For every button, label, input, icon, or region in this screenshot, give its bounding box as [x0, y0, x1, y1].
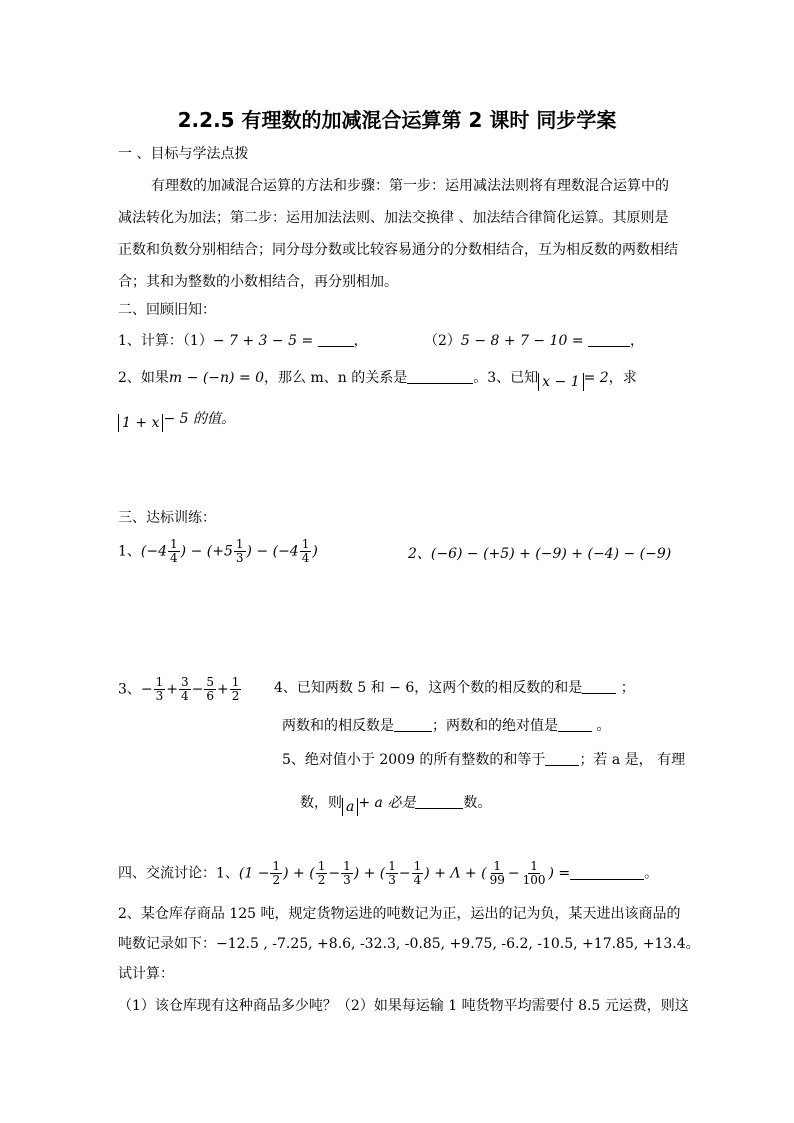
fraction	[412, 860, 424, 887]
practice-q4-line2	[282, 716, 610, 736]
fraction	[488, 860, 507, 887]
answer-blank[interactable]	[415, 794, 463, 809]
denominator: 4	[181, 689, 189, 703]
practice-q3	[118, 676, 242, 703]
section1-heading: 一 、目标与学法点拨	[118, 146, 249, 162]
semicolon: ；	[620, 680, 635, 696]
numerator: 1	[413, 859, 422, 873]
discussion-q1	[118, 860, 658, 887]
review-q1-expr1: − 7 + 3 − 5 =	[212, 333, 314, 349]
review-q1-part2	[424, 331, 644, 351]
fraction	[204, 676, 216, 703]
numerator: 5	[206, 675, 215, 689]
practice-q2: 2、(−6) − (+5) + (−9) + (−4) − (−9)	[408, 546, 672, 562]
fraction	[341, 860, 353, 887]
numerator: 1	[530, 859, 538, 873]
expr-text: (1 −	[238, 865, 270, 882]
review-q1-expr2: 5 − 8 + 7 − 10 =	[460, 333, 584, 349]
denominator: 99	[489, 873, 505, 887]
practice-q5-end: 数。	[463, 795, 492, 811]
practice-q4-text-2a: 两数和的相反数是	[282, 718, 394, 734]
denominator: 3	[388, 873, 396, 887]
practice-q1-label: 1、	[118, 543, 141, 560]
expr-text: −	[507, 865, 520, 882]
denominator: 4	[170, 551, 178, 565]
expr-text: −	[140, 681, 153, 698]
review-q3-line2-rest: − 5 的值。	[163, 411, 235, 427]
practice-q4-text: 4、已知两数 5 和 − 6，这两个数的相反数的和是	[274, 680, 583, 696]
practice-q5-plus: + a 必是	[358, 795, 416, 811]
numerator: 1	[155, 675, 164, 689]
practice-q3-label: 3、	[118, 681, 141, 698]
expr-text: ) + (	[353, 865, 386, 882]
fraction	[386, 860, 398, 887]
numerator: 1	[231, 675, 240, 689]
fraction	[316, 860, 328, 887]
abs-value-a: a	[342, 798, 358, 816]
denominator: 4	[301, 551, 310, 565]
practice-q5-line2	[300, 793, 491, 816]
fraction	[168, 538, 180, 565]
practice-q5-text-2a: 数，则	[300, 795, 342, 811]
expr-text: +	[166, 681, 179, 698]
answer-blank[interactable]	[407, 369, 473, 384]
abs-value-x-minus-1: x − 1	[538, 373, 583, 391]
numerator: 1	[317, 859, 326, 873]
review-q2-q3	[118, 368, 637, 391]
section2-heading: 二、回顾旧知：	[118, 302, 216, 318]
answer-blank[interactable]	[318, 332, 354, 347]
review-q2-expr: m − (−n) = 0	[168, 370, 265, 386]
numerator: 1	[493, 859, 502, 873]
denominator: 4	[413, 873, 422, 887]
review-q1-prefix: 1、计算：（1）	[118, 333, 213, 349]
expr-text: (−4	[140, 543, 168, 560]
comma: ，	[629, 333, 644, 349]
expr-text: ) =	[548, 865, 571, 882]
practice-q4-line1	[274, 678, 635, 698]
review-q3-ask: ，求	[608, 370, 637, 386]
comma: ，	[353, 333, 368, 349]
denominator: 3	[235, 551, 244, 565]
section4-heading: 四、交流讨论：1、	[118, 865, 239, 882]
answer-blank[interactable]	[588, 332, 630, 347]
fraction	[521, 860, 548, 887]
expr-text: −	[191, 681, 204, 698]
denominator: 6	[206, 689, 215, 703]
discussion-q2-line4: （1）该仓库现有这种商品多少吨？（2）如果每运输 1 吨货物平均需要付 8.5 元运费，则这	[118, 998, 689, 1014]
page-title: 2.2.5 有理数的加减混合运算第 2 课时 同步学案	[177, 108, 617, 132]
section1-paragraph: 有理数的加减混合运算的方法和步骤：第一步：运用减法法则将有理数混合运算中的减法转化为加法；第二步：运用加法法则、加法交换律 、加法结合律简化运算。其原则是正数和负数分别相结合；同分母分数或比较容易通分的分数相结合，互为相反数的两数相结合；其和为整数的小数相结合，再分别相加。	[118, 178, 678, 290]
denominator: 100	[522, 873, 546, 887]
answer-blank[interactable]	[394, 717, 432, 732]
review-q2-prefix: 2、如果	[118, 370, 169, 386]
review-q3-line2	[118, 409, 235, 432]
expr-text: )	[312, 543, 318, 560]
expr-text: ) − (+5	[180, 543, 233, 560]
numerator: 1	[343, 859, 351, 873]
review-q2-text: ，那么 m、n 的关系是	[264, 370, 408, 386]
practice-q5-text-1a: 5、绝对值小于 2009 的所有整数的和等于	[282, 752, 546, 768]
expr-text: ) − (−4	[246, 543, 299, 560]
fraction	[230, 676, 242, 703]
period: 。	[596, 718, 611, 734]
denominator: 2	[272, 873, 281, 887]
period: 。	[644, 865, 659, 882]
numerator: 3	[181, 675, 189, 689]
review-q3-eq: = 2	[583, 370, 609, 386]
denominator: 3	[343, 873, 351, 887]
expr-text: +	[217, 681, 229, 698]
expr-text: −	[328, 865, 341, 882]
numerator: 1	[301, 537, 310, 551]
expr-text: ) + (	[283, 865, 315, 882]
answer-blank[interactable]	[558, 717, 592, 732]
denominator: 2	[317, 873, 326, 887]
discussion-q2-line1: 2、某仓库存商品 125 吨，规定货物运进的吨数记为正，运出的记为负，某天进出该商品的	[118, 906, 681, 922]
fraction	[179, 676, 191, 703]
review-q3-text: 。3、已知	[473, 370, 539, 386]
denominator: 2	[231, 689, 240, 703]
expr-text: −	[398, 865, 411, 882]
practice-q5-text-1b: ；若 a 是， 有理	[579, 752, 686, 768]
fraction	[270, 860, 282, 887]
abs-value-1-plus-x: 1 + x	[118, 414, 163, 432]
review-q1	[118, 331, 368, 351]
practice-q5-line1	[282, 750, 685, 770]
review-q1-part2-label: （2）	[424, 333, 461, 349]
answer-blank[interactable]	[545, 751, 579, 766]
numerator: 1	[170, 537, 178, 551]
practice-q4-text-2b: ；两数和的绝对值是	[432, 718, 558, 734]
numerator: 1	[272, 859, 281, 873]
numerator: 1	[388, 859, 396, 873]
expr-text: ) + Λ + (	[424, 865, 487, 882]
fraction	[154, 676, 166, 703]
numerator: 1	[235, 537, 244, 551]
practice-q1	[118, 538, 318, 565]
discussion-q2-line3: 试计算：	[118, 966, 174, 982]
discussion-q2-line2: 吨数记录如下：−12.5 , -7.25, +8.6, -32.3, -0.85, +9.75, -6.2, -10.5, +17.85, +13.4。	[118, 936, 700, 952]
section3-heading: 三、达标训练：	[118, 510, 216, 526]
fraction	[234, 538, 246, 565]
denominator: 3	[155, 689, 164, 703]
answer-blank[interactable]	[570, 865, 644, 880]
fraction	[300, 538, 312, 565]
answer-blank[interactable]	[582, 679, 616, 694]
